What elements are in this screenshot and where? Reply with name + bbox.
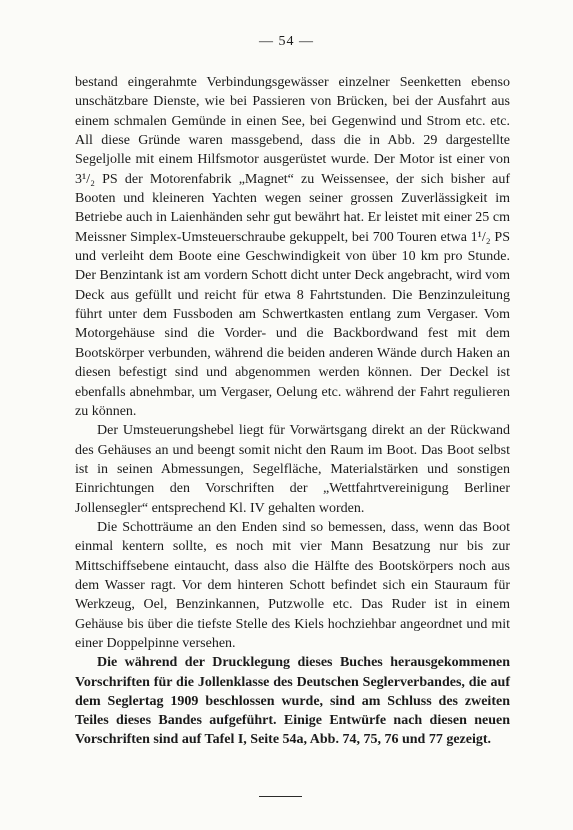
- paragraph-motor-description: bestand eingerahmte Verbindungsgewässer einzelner Seenketten ebenso unschätzbare Dienste, wie bei Passieren von Brücken, bei der Ausfahrt aus einem schmalen Gemünde in einen See, bei Gegenwind und Strom etc. etc. All diese Gründe waren massgebend, dass die in Abb. 29 dargestellte Segeljolle mit einem Hilfsmotor ausgerüstet wurde. Der Motor ist einer von 3¹/₂ PS der Motorenfabrik „Magnet“ zu Weissensee, der sich bisher auf Booten und kleineren Yachten wegen seiner grossen Zuverlässigkeit im Betriebe auch in Laienhänden sehr gut bewährt hat. Er leistet mit einer 25 cm Meissner Simplex-Umsteuerschraube gekuppelt, bei 700 Touren etwa 1¹/₂ PS und verleiht dem Boote eine Geschwindigkeit von über 10 km pro Stunde. Der Benzintank ist am vordern Schott dicht unter Deck angebracht, wird vom Deck aus gefüllt und reicht für etwa 8 Fahrtstunden. Die Benzinzuleitung führt unter dem Fussboden am Schwertkasten entlang zum Vergaser. Vom Motorgehäuse sind die Vorder- und die Backbordwand fest mit dem Bootskörper verbunden, während die beiden anderen Wände durch Haken an diesen befestigt sind und abgenommen werden können. Der Deckel ist ebenfalls abnehmbar, um Vergaser, Oelung etc. während der Fahrt regulieren zu können.: [75, 75, 510, 419]
- paragraph-bulkhead-compartments: Die Schotträume an den Enden sind so bemessen, dass, wenn das Boot einmal kentern sollte, es noch mit vier Mann Besatzung nur bis zur Mittschiffsebene eintaucht, dass also die Hälfte des Bootskörpers noch aus dem Wasser ragt. Vor dem hinteren Schott befindet sich ein Stauraum für Werkzeug, Oel, Benzinkannen, Putzwolle etc. Das Ruder ist in einem Gehäuse bis über die tiefste Stelle des Kiels hochziehbar angeordnet und mit einer Doppelpinne versehen.: [75, 519, 510, 651]
- paragraph-printing-note: Die während der Drucklegung dieses Buches herausgekommenen Vorschriften für die Jollenklasse des Deutschen Seglerverbandes, die auf dem Seglertag 1909 beschlossen wurde, sind am Schluss des zweiten Teiles dieses Bandes aufgeführt. Einige Entwürfe nach diesen neuen Vorschriften sind auf Tafel I, Seite 54a, Abb. 74, 75, 76 und 77 gezeigt.: [75, 655, 510, 748]
- page-number: — 54 —: [259, 34, 314, 49]
- closing-rule: [259, 796, 302, 797]
- paragraph-reversing-lever: Der Umsteuerungshebel liegt für Vorwärtsgang direkt an der Rückwand des Gehäuses an und beengt somit nicht den Raum im Boot. Das Boot selbst ist in seinen Abmessungen, Segelfläche, Materialstärken und sonstigen Einrichtungen den Vorschriften der „Wettfahrtvereinigung Berliner Jollensegler“ entsprechend Kl. IV gehalten worden.: [75, 423, 510, 516]
- body-text: [75, 73, 510, 749]
